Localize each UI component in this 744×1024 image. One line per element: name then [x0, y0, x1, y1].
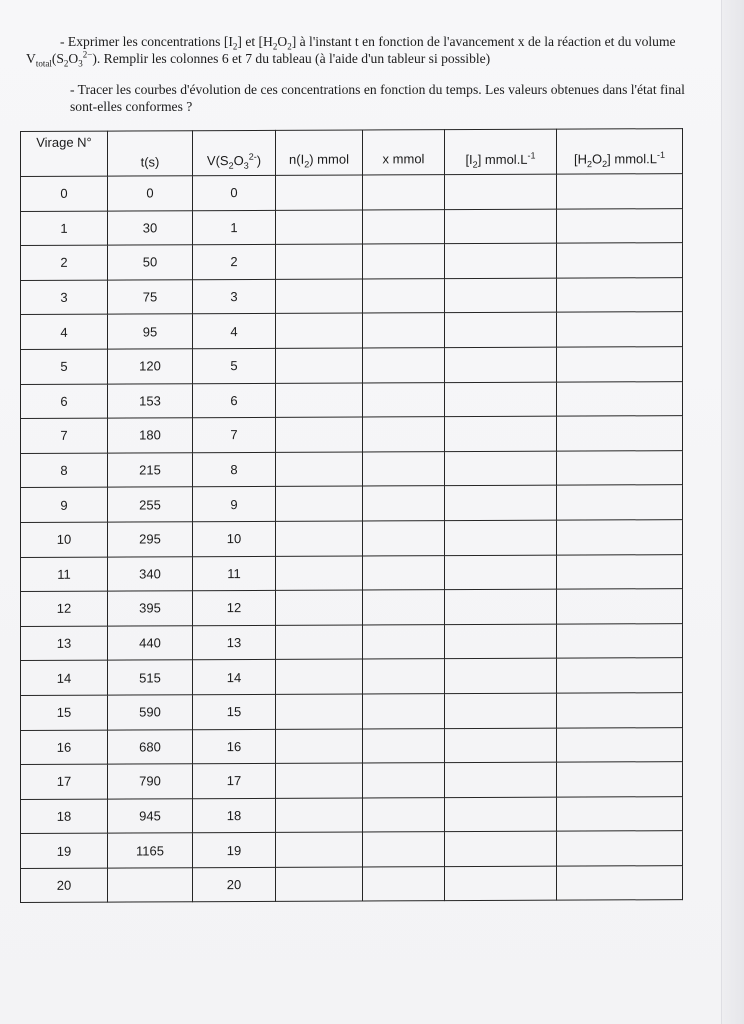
advancement-cell [363, 451, 445, 486]
virage-cell: 12 [21, 591, 108, 626]
peroxide-concentration-cell [557, 796, 683, 831]
iodine-concentration-cell [445, 209, 557, 244]
advancement-cell [363, 417, 445, 452]
iodine-concentration-cell [445, 278, 557, 313]
advancement-cell [363, 209, 445, 244]
time-cell [108, 868, 193, 903]
volume-cell: 20 [193, 867, 276, 902]
virage-cell: 13 [21, 626, 108, 661]
advancement-cell [363, 521, 445, 556]
iodine-amount-cell [276, 348, 363, 383]
iodine-amount-cell [276, 452, 363, 487]
peroxide-concentration-cell [557, 623, 683, 658]
volume-cell: 5 [193, 348, 276, 383]
iodine-concentration-cell [445, 693, 557, 728]
volume-cell: 8 [193, 452, 276, 487]
iodine-concentration-cell [445, 486, 557, 521]
table-row [21, 727, 683, 764]
iodine-amount-cell [276, 832, 363, 867]
iodine-amount-cell [276, 625, 363, 660]
table-row [21, 243, 683, 280]
header-peroxide-concentration: $[H_2O_2]$ $mmol.L^{-1}$ [557, 129, 683, 175]
advancement-cell [363, 175, 445, 210]
iodine-concentration-cell [445, 866, 557, 901]
virage-cell: 2 [21, 245, 108, 280]
volume-cell: 18 [193, 798, 276, 833]
volume-cell: 0 [193, 175, 276, 210]
iodine-concentration-cell [445, 762, 557, 797]
header-time: t(s) [108, 131, 193, 176]
time-cell: 50 [108, 245, 193, 280]
data-table [20, 128, 683, 903]
iodine-concentration-cell [445, 520, 557, 555]
peroxide-concentration-cell [557, 554, 683, 589]
volume-cell: 6 [193, 383, 276, 418]
virage-cell: 9 [21, 487, 108, 522]
volume-cell: 1 [193, 210, 276, 245]
instructions [26, 33, 686, 115]
table-row [21, 450, 683, 487]
peroxide-concentration-cell [557, 347, 683, 382]
volume-cell: 17 [193, 763, 276, 798]
virage-cell: 6 [21, 384, 108, 419]
table-row [21, 381, 683, 418]
iodine-concentration-cell [445, 555, 557, 590]
table-row [21, 554, 683, 591]
time-cell: 0 [108, 176, 193, 211]
time-cell: 120 [108, 349, 193, 384]
advancement-cell [363, 797, 445, 832]
iodine-concentration-cell [445, 174, 557, 209]
time-cell: 440 [108, 625, 193, 660]
advancement-cell [363, 728, 445, 763]
iodine-amount-cell [276, 313, 363, 348]
peroxide-concentration-cell [557, 865, 683, 900]
peroxide-concentration-cell [557, 693, 683, 728]
iodine-amount-cell [276, 244, 363, 279]
volume-cell: 7 [193, 418, 276, 453]
iodine-amount-cell [276, 175, 363, 210]
iodine-concentration-cell [445, 728, 557, 763]
advancement-cell [363, 382, 445, 417]
virage-cell: 10 [21, 522, 108, 557]
time-cell: 153 [108, 383, 193, 418]
iodine-amount-cell [276, 867, 363, 902]
virage-cell: 18 [21, 799, 108, 834]
iodine-concentration-cell [445, 624, 557, 659]
peroxide-concentration-cell [557, 762, 683, 797]
volume-cell: 15 [193, 694, 276, 729]
header-iodine-amount: $n(I_2)$ mmol [276, 130, 363, 175]
table-row [21, 865, 683, 902]
peroxide-concentration-cell [557, 520, 683, 555]
table-row [21, 658, 683, 695]
header-iodine-concentration: $[I_2]$ $mmol.L^{-1}$ [445, 129, 557, 174]
peroxide-concentration-cell [557, 416, 683, 451]
time-cell: 945 [108, 798, 193, 833]
table-row [21, 693, 683, 730]
iodine-concentration-cell [445, 313, 557, 348]
iodine-concentration-cell [445, 347, 557, 382]
instruction-curves: - Tracer les courbes d'évolution de ces concentrations en fonction du temps. Les valeurs obtenues dans l'état final sont-elles conformes ? [70, 82, 685, 114]
virage-cell: 11 [21, 557, 108, 592]
time-cell: 340 [108, 556, 193, 591]
peroxide-concentration-cell [557, 277, 683, 312]
instruction-concentrations: - Exprimer les concentrations $[I_2]$ et $[H_2O_2]$ à l'instant t en fonction de l'avancement x de la réaction et du volume $V_{total}(S_2O_3^{2-})$. Remplir les colonnes 6 et 7 du tableau (à l'aide d'un tableur si possible) [26, 34, 676, 69]
table-row [21, 762, 683, 799]
virage-cell: 8 [21, 453, 108, 488]
iodine-amount-cell [276, 729, 363, 764]
iodine-amount-cell [276, 279, 363, 314]
time-cell: 30 [108, 210, 193, 245]
advancement-cell [363, 244, 445, 279]
virage-cell: 5 [21, 349, 108, 384]
header-advancement: x mmol [363, 130, 445, 175]
table-row [21, 831, 683, 868]
peroxide-concentration-cell [557, 831, 683, 866]
virage-cell: 15 [21, 695, 108, 730]
advancement-cell [363, 694, 445, 729]
peroxide-concentration-cell [557, 208, 683, 243]
iodine-amount-cell [276, 763, 363, 798]
iodine-amount-cell [276, 694, 363, 729]
iodine-concentration-cell [445, 382, 557, 417]
virage-cell: 0 [21, 176, 108, 211]
table-row [21, 485, 683, 522]
table-row [21, 174, 683, 211]
iodine-concentration-cell [445, 243, 557, 278]
table-row [21, 520, 683, 557]
volume-cell: 13 [193, 625, 276, 660]
iodine-amount-cell [276, 590, 363, 625]
time-cell: 95 [108, 314, 193, 349]
volume-cell: 12 [193, 591, 276, 626]
time-cell: 75 [108, 280, 193, 315]
volume-cell: 16 [193, 729, 276, 764]
table-row [21, 589, 683, 626]
virage-cell: 1 [21, 211, 108, 246]
volume-cell: 14 [193, 660, 276, 695]
virage-cell: 14 [21, 660, 108, 695]
advancement-cell [363, 278, 445, 313]
time-cell: 790 [108, 764, 193, 799]
time-cell: 590 [108, 695, 193, 730]
volume-cell: 11 [193, 556, 276, 591]
iodine-concentration-cell [445, 831, 557, 866]
peroxide-concentration-cell [557, 312, 683, 347]
table-row [21, 796, 683, 833]
iodine-amount-cell [276, 417, 363, 452]
volume-cell: 2 [193, 245, 276, 280]
advancement-cell [363, 659, 445, 694]
virage-cell: 19 [21, 833, 108, 868]
iodine-amount-cell [276, 556, 363, 591]
header-thiosulfate-volume: $V(S_2O_3^{2-})$ [193, 130, 276, 175]
peroxide-concentration-cell [557, 658, 683, 693]
time-cell: 515 [108, 660, 193, 695]
advancement-cell [363, 313, 445, 348]
iodine-concentration-cell [445, 451, 557, 486]
peroxide-concentration-cell [557, 450, 683, 485]
peroxide-concentration-cell [557, 727, 683, 762]
table-row [21, 416, 683, 453]
header-virage: Virage N° [21, 131, 108, 176]
iodine-amount-cell [276, 210, 363, 245]
time-cell: 1165 [108, 833, 193, 868]
virage-cell: 20 [21, 868, 108, 903]
virage-cell: 16 [21, 730, 108, 765]
advancement-cell [363, 867, 445, 902]
time-cell: 680 [108, 729, 193, 764]
iodine-concentration-cell [445, 658, 557, 693]
iodine-amount-cell [276, 521, 363, 556]
advancement-cell [363, 763, 445, 798]
table-header-row [21, 129, 683, 177]
time-cell: 295 [108, 522, 193, 557]
virage-cell: 3 [21, 280, 108, 315]
advancement-cell [363, 486, 445, 521]
table-row [21, 208, 683, 245]
time-cell: 255 [108, 487, 193, 522]
iodine-concentration-cell [445, 589, 557, 624]
page-edge-shadow [721, 0, 744, 1024]
volume-cell: 3 [193, 279, 276, 314]
advancement-cell [363, 555, 445, 590]
volume-cell: 4 [193, 314, 276, 349]
virage-cell: 4 [21, 314, 108, 349]
time-cell: 215 [108, 452, 193, 487]
advancement-cell [363, 832, 445, 867]
virage-cell: 17 [21, 764, 108, 799]
volume-cell: 19 [193, 833, 276, 868]
volume-cell: 9 [193, 487, 276, 522]
virage-cell: 7 [21, 418, 108, 453]
volume-cell: 10 [193, 521, 276, 556]
table-row [21, 623, 683, 660]
table-row [21, 347, 683, 384]
peroxide-concentration-cell [557, 243, 683, 278]
peroxide-concentration-cell [557, 381, 683, 416]
iodine-amount-cell [276, 659, 363, 694]
peroxide-concentration-cell [557, 174, 683, 209]
table-row [21, 312, 683, 349]
advancement-cell [363, 590, 445, 625]
iodine-concentration-cell [445, 797, 557, 832]
iodine-amount-cell [276, 383, 363, 418]
table-row [21, 277, 683, 314]
time-cell: 395 [108, 591, 193, 626]
peroxide-concentration-cell [557, 589, 683, 624]
advancement-cell [363, 624, 445, 659]
time-cell: 180 [108, 418, 193, 453]
iodine-concentration-cell [445, 416, 557, 451]
iodine-amount-cell [276, 798, 363, 833]
peroxide-concentration-cell [557, 485, 683, 520]
table-body [21, 174, 683, 903]
iodine-amount-cell [276, 486, 363, 521]
advancement-cell [363, 348, 445, 383]
